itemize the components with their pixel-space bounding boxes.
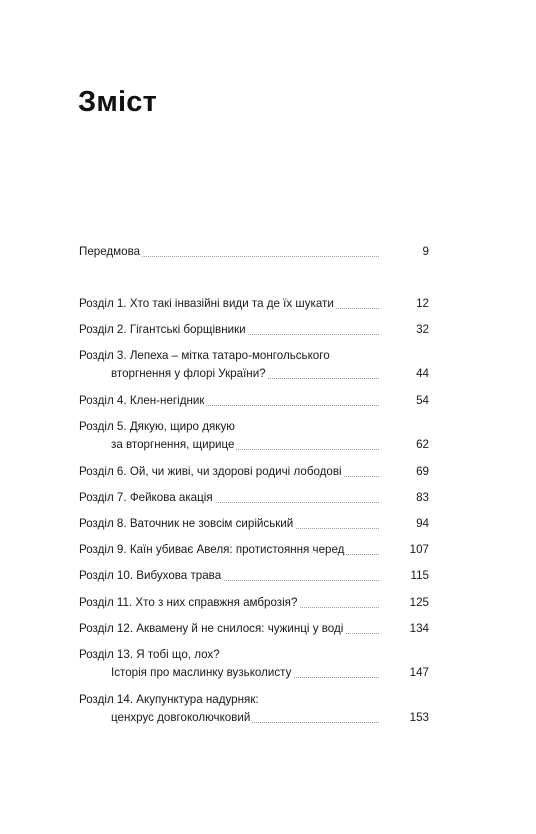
- toc-page-number: 12: [416, 297, 429, 310]
- toc-entry-chapter-1[interactable]: [79, 296, 429, 312]
- toc-entry-title: Розділ 4. Клен-негідник: [79, 394, 205, 407]
- toc-entry-title-continuation: Історія про маслинку вузьколисту: [111, 666, 292, 679]
- toc-entry-title: Розділ 6. Ой, чи живі, чи здорові родичі лободові: [79, 465, 342, 478]
- toc-entry-title: Розділ 7. Фейкова акація: [79, 491, 213, 504]
- toc-entry-title: Розділ 9. Каїн убиває Авеля: протистояння черед: [79, 543, 345, 556]
- toc-entry-title: Розділ 1. Хто такі інвазійні види та де їх шукати: [79, 297, 334, 310]
- toc-entry-chapter-7[interactable]: [79, 490, 429, 506]
- toc-page-number: 115: [410, 569, 429, 582]
- toc-page-number: 94: [416, 517, 429, 530]
- toc-entry-title: Розділ 14. Акупунктура надурняк:: [79, 693, 259, 706]
- toc-entry-title: Розділ 8. Ваточник не зовсім сирійський: [79, 517, 294, 530]
- toc-page-number: 32: [416, 323, 429, 336]
- toc-entry-title: Розділ 5. Дякую, щиро дякую: [79, 420, 235, 433]
- toc-entry-chapter-3[interactable]: [79, 348, 429, 382]
- toc-entry-title: Розділ 3. Лепеха – мітка татаро-монгольського: [79, 349, 330, 362]
- toc-entry-chapter-12[interactable]: [79, 621, 429, 637]
- toc-entry-title: Розділ 10. Вибухова трава: [79, 569, 222, 582]
- toc-entry-title-continuation: ценхрус довгоколючковий: [111, 711, 251, 724]
- toc-page-number: 125: [409, 596, 429, 609]
- toc-entry-chapter-6[interactable]: [79, 464, 429, 480]
- toc-page-number: 9: [422, 245, 429, 258]
- toc-page-number: 153: [409, 711, 429, 724]
- toc-page-number: 62: [416, 438, 429, 451]
- toc-entry-chapter-2[interactable]: [79, 322, 429, 338]
- toc-entry-chapter-11[interactable]: [79, 595, 429, 611]
- toc-page-number: 44: [416, 367, 429, 380]
- toc-entry-chapter-14[interactable]: [79, 692, 429, 726]
- toc-entry-title: Передмова: [79, 245, 141, 258]
- page-title: Зміст: [78, 86, 158, 118]
- toc-page-number: 69: [416, 465, 429, 478]
- toc-entry-chapter-4[interactable]: [79, 393, 429, 409]
- toc-entry-chapter-8[interactable]: [79, 516, 429, 532]
- toc-page-number: 54: [416, 394, 429, 407]
- toc-entry-chapter-13[interactable]: [79, 647, 429, 681]
- toc-page-number: 107: [409, 543, 429, 556]
- toc-entry-title-continuation: вторгнення у флорі України?: [111, 367, 266, 380]
- toc-entry-preface[interactable]: [79, 244, 429, 260]
- toc-entry-chapter-5[interactable]: [79, 419, 429, 453]
- toc-entry-title: Розділ 11. Хто з них справжня амброзія?: [79, 596, 298, 609]
- toc-page-number: 134: [409, 622, 429, 635]
- toc-page-number: 147: [409, 666, 429, 679]
- toc-page-number: 83: [416, 491, 429, 504]
- toc-entry-title: Розділ 13. Я тобі що, лох?: [79, 648, 220, 661]
- toc-entry-chapter-10[interactable]: [79, 568, 429, 584]
- toc-entry-chapter-9[interactable]: [79, 542, 429, 558]
- toc-entry-title: Розділ 12. Аквамену й не снилося: чужинці у воді: [79, 622, 344, 635]
- toc-entry-title: Розділ 2. Гігантські борщівники: [79, 323, 246, 336]
- toc-entry-title-continuation: за вторгнення, щирице: [111, 438, 235, 451]
